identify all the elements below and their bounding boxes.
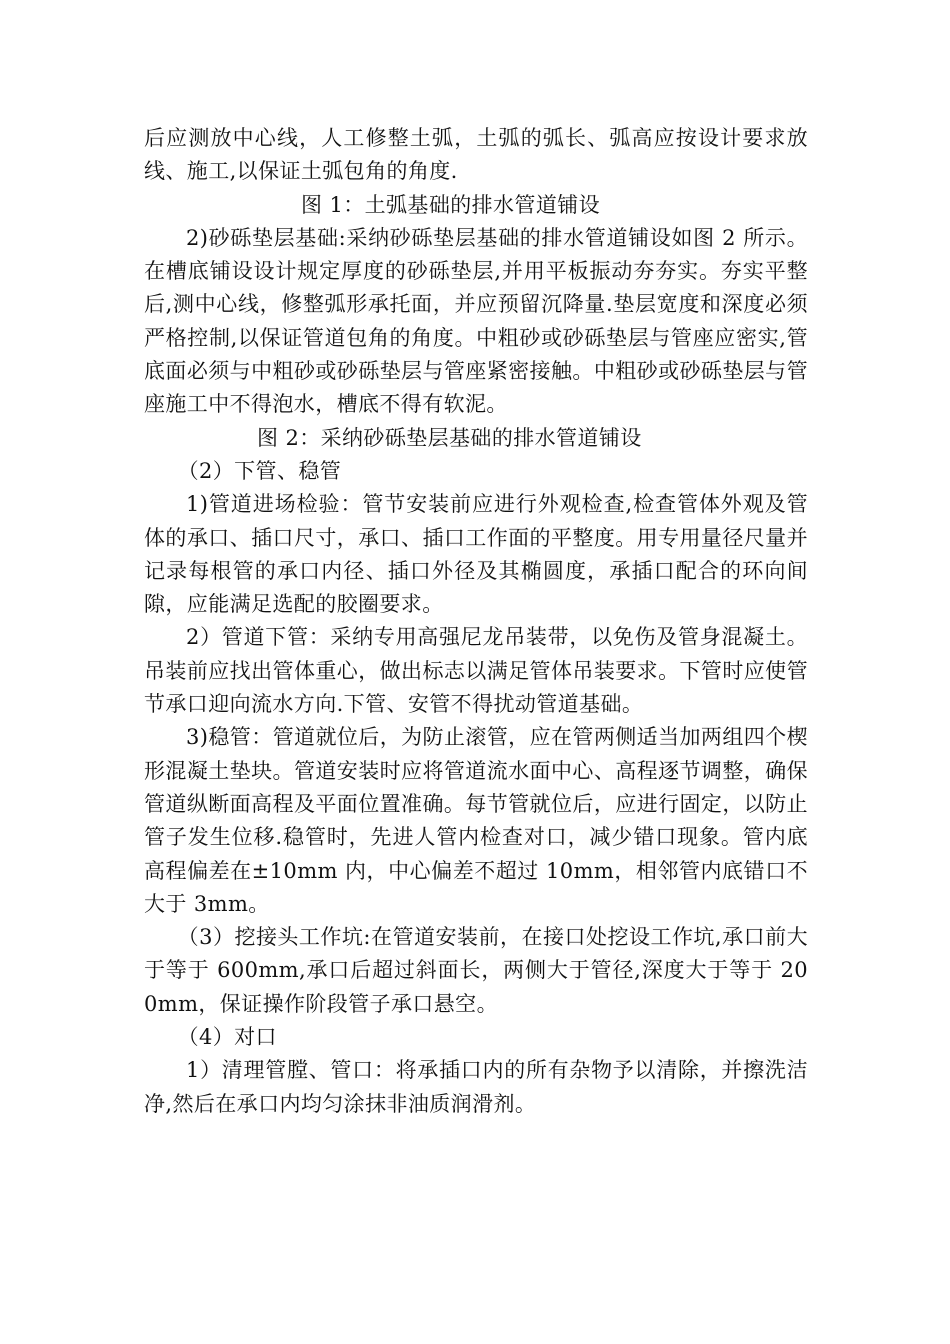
figure-1-caption: 图 1：土弧基础的排水管道铺设	[301, 192, 601, 217]
paragraph-pipe-stabilizing: 3)稳管：管道就位后，为防止滚管，应在管两侧适当加两组四个楔形混凝土垫块。管道安装时应将管道流水面中心、高程逐节调整，确保管道纵断面高程及平面位置准确。每节管就位后，应进行固定，以防止管子发生位移.稳管时，先进人管内检查对口，减少错口现象。管内底高程偏差在±10mm 内，中心偏差不超过 10mm，相邻管内底错口不大于 3mm。	[144, 725, 808, 916]
paragraph-pipe-inspection: 1)管道进场检验：管节安装前应进行外观检查,检查管体外观及管体的承口、插口尺寸，承口、插口工作面的平整度。用专用量径尺量并记录每根管的承口内径、插口外径及其椭圆度，承插口配合的环向间隙，应能满足选配的胶圈要求。	[144, 492, 808, 617]
paragraph-joint-pit: （3）挖接头工作坑:在管道安装前，在接口处挖设工作坑,承口前大于等于 600mm,承口后超过斜面长，两侧大于管径,深度大于等于 200mm，保证操作阶段管子承口悬空。	[144, 925, 808, 1016]
paragraph-cleaning-pipe: 1）清理管膛、管口：将承插口内的所有杂物予以清除，并擦洗洁净,然后在承口内均匀涂抹非油质润滑剂。	[144, 1058, 808, 1116]
paragraph-pipe-lowering: 2）管道下管：采纳专用高强尼龙吊装带，以免伤及管身混凝土。吊装前应找出管体重心，做出标志以满足管体吊装要求。下管时应使管节承口迎向流水方向.下管、安管不得扰动管道基础。	[144, 625, 808, 717]
document-body	[144, 122, 808, 1121]
paragraph-gravel-cushion-foundation: 2)砂砾垫层基础:采纳砂砾垫层基础的排水管道铺设如图 2 所示。在槽底铺设设计规定厚度的砂砾垫层,并用平板振动夯夯实。夯实平整后,测中心线，修整弧形承托面，并应预留沉降量.垫层宽度和深度必须严格控制,以保证管道包角的角度。中粗砂或砂砾垫层与管座应密实,管底面必须与中粗砂或砂砾垫层与管座紧密接触。中粗砂或砂砾垫层与管座施工中不得泡水，槽底不得有软泥。	[144, 225, 808, 417]
figure-2-caption: 图 2：采纳砂砾垫层基础的排水管道铺设	[257, 425, 642, 450]
section-heading-joint-alignment: （4）对口	[177, 1025, 277, 1050]
section-heading-lowering-stabilizing: （2）下管、稳管	[177, 458, 342, 483]
paragraph-soil-arc-continuation: 后应测放中心线，人工修整土弧，土弧的弧长、弧高应按设计要求放线、施工,以保证土弧包角的角度.	[144, 126, 808, 184]
